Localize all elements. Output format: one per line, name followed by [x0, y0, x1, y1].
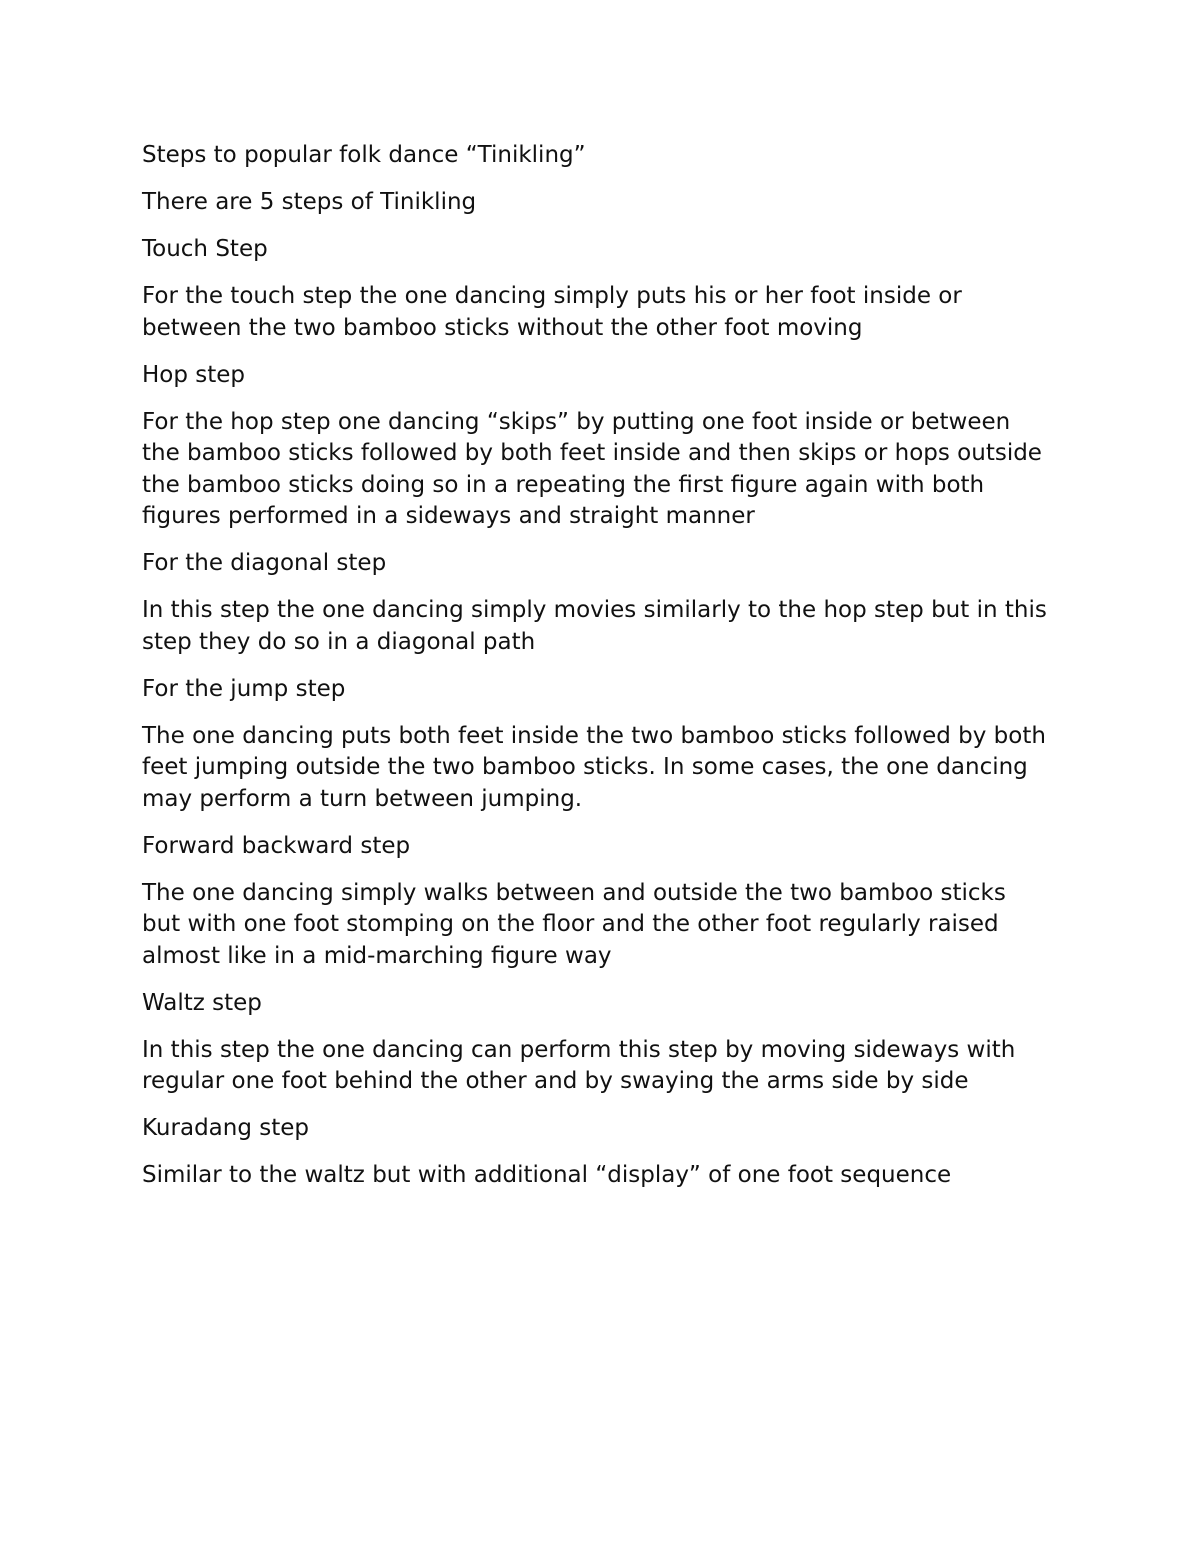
document-body [142, 140, 1047, 1207]
step-description-waltz: In this step the one dancing can perform this step by moving sideways with regular one foot behind the other and by swaying the arms side by side [142, 1036, 1016, 1094]
step-heading-diagonal: For the diagonal step [142, 550, 387, 576]
step-description-jump: The one dancing puts both feet inside the two bamboo sticks followed by both feet jumping outside the two bamboo sticks. In some cases, the one dancing may perform a turn between jumping. [142, 722, 1046, 812]
step-heading-hop: Hop step [142, 361, 246, 388]
step-heading-touch: Touch Step [142, 236, 268, 262]
step-description-hop: For the hop step one dancing “skips” by putting one foot inside or between the bamboo sticks followed by both feet inside and then skips or hops outside the bamboo sticks doing so in a repeating the first figure again with both figures performed in a sideways and straight manner [142, 408, 1042, 529]
step-description-forward-backward: The one dancing simply walks between and outside the two bamboo sticks but with one foot stomping on the floor and the other foot regularly raised almost like in a mid-marching figure way [142, 879, 1006, 969]
step-heading-jump: For the jump step [142, 675, 346, 702]
step-heading-forward-backward: Forward backward step [142, 832, 411, 859]
step-description-touch: For the touch step the one dancing simply puts his or her foot inside or between the two bamboo sticks without the other foot moving [142, 283, 962, 341]
step-heading-kuradang: Kuradang step [142, 1115, 309, 1141]
document-title: Steps to popular folk dance “Tinikling” [142, 142, 586, 168]
step-description-kuradang: Similar to the waltz but with additional “display” of one foot sequence [142, 1162, 952, 1188]
step-description-diagonal: In this step the one dancing simply movies similarly to the hop step but in this step they do so in a diagonal path [142, 597, 1047, 655]
intro-text: There are 5 steps of Tinikling [142, 189, 477, 215]
step-heading-waltz: Waltz step [142, 989, 262, 1016]
